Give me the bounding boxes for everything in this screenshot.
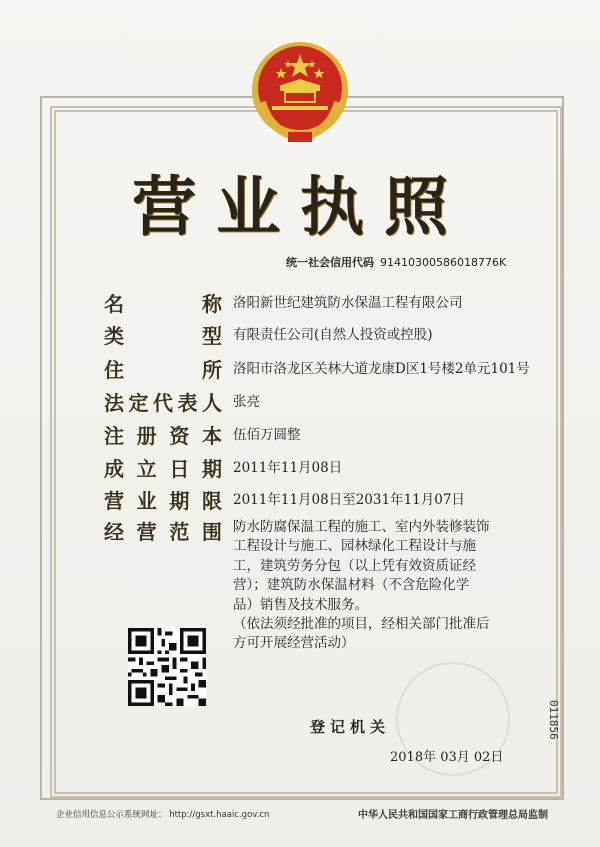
label-char: 住 bbox=[104, 358, 124, 382]
qr-code-icon[interactable] bbox=[128, 628, 206, 706]
national-emblem-icon bbox=[248, 36, 352, 146]
legal-rep-label bbox=[104, 387, 222, 416]
page-title: 营业执照 bbox=[132, 170, 468, 245]
label-char: 人 bbox=[202, 391, 222, 415]
label-char: 范 bbox=[169, 520, 190, 544]
credit-code bbox=[286, 254, 506, 270]
scope-label bbox=[104, 516, 222, 545]
capital-value: 伍佰万圆整 bbox=[233, 427, 301, 443]
credit-code-value: 91410300586018776K bbox=[380, 256, 507, 269]
serial-number: 011856 bbox=[547, 700, 560, 740]
label-char: 名 bbox=[104, 292, 124, 316]
scope-line: 营）；建筑防水保温材料（不含危险化学 bbox=[233, 577, 470, 594]
business-term-label bbox=[104, 485, 222, 514]
scope-line: 品）销售及技术服务。 bbox=[233, 596, 368, 613]
label-char: 成 bbox=[104, 457, 124, 481]
label-char: 经 bbox=[104, 520, 124, 544]
scope-line: 防水防腐保温工程的施工、室内外装修装饰 bbox=[233, 519, 490, 535]
label-char: 代 bbox=[153, 391, 173, 415]
scope-line: 工程设计与施工、园林绿化工程设计与施 bbox=[233, 538, 476, 555]
label-char: 法 bbox=[104, 391, 124, 415]
label-char: 日 bbox=[169, 457, 190, 481]
scope-line: 方可开展经营活动） bbox=[233, 635, 355, 652]
name-label bbox=[104, 288, 222, 317]
established-date-label bbox=[104, 453, 222, 482]
scope-line: 工，建筑劳务分包（以上凭有效资质证经 bbox=[233, 557, 476, 574]
scope-text bbox=[233, 518, 523, 654]
label-char: 限 bbox=[201, 489, 222, 513]
type-value: 有限责任公司(自然人投资或控股) bbox=[233, 327, 433, 343]
scope-line: （依法须经批准的项目，经相关部门批准后 bbox=[233, 616, 490, 633]
label-char: 营 bbox=[136, 520, 157, 544]
registration-authority: 登记机关 bbox=[310, 718, 391, 736]
label-char: 称 bbox=[202, 292, 222, 316]
label-char: 资 bbox=[169, 424, 190, 448]
footer-website: 企业信用信息公示系统网址： http://gsxt.haaic.gov.cn bbox=[56, 810, 270, 820]
label-char: 立 bbox=[136, 457, 157, 481]
label-char: 围 bbox=[201, 520, 222, 544]
label-char: 注 bbox=[104, 424, 124, 448]
credit-code-label: 统一社会信用代码 bbox=[286, 256, 374, 269]
established-date-value: 2011年11月08日 bbox=[233, 460, 343, 476]
label-char: 期 bbox=[169, 489, 190, 513]
business-term-value: 2011年11月08日至2031年11月07日 bbox=[233, 492, 465, 508]
label-char: 册 bbox=[136, 424, 157, 448]
address-label bbox=[104, 354, 222, 383]
footer-issuer: 中华人民共和国国家工商行政管理总局监制 bbox=[358, 810, 548, 821]
label-char: 本 bbox=[201, 424, 222, 448]
label-char: 期 bbox=[201, 457, 222, 481]
legal-rep-value: 张亮 bbox=[233, 394, 260, 410]
label-char: 定 bbox=[128, 391, 149, 415]
label-char: 业 bbox=[136, 489, 157, 513]
label-char: 类 bbox=[104, 324, 124, 348]
label-char: 表 bbox=[177, 391, 198, 415]
label-char: 型 bbox=[202, 324, 222, 348]
label-char: 营 bbox=[104, 489, 124, 513]
capital-label bbox=[104, 420, 222, 449]
name-value: 洛阳新世纪建筑防水保温工程有限公司 bbox=[233, 295, 463, 311]
registration-date: 2018年 03月 02日 bbox=[390, 750, 504, 765]
type-label bbox=[104, 320, 222, 349]
label-char: 所 bbox=[202, 358, 222, 382]
address-value: 洛阳市洛龙区关林大道龙康D区1号楼2单元101号 bbox=[233, 361, 530, 377]
